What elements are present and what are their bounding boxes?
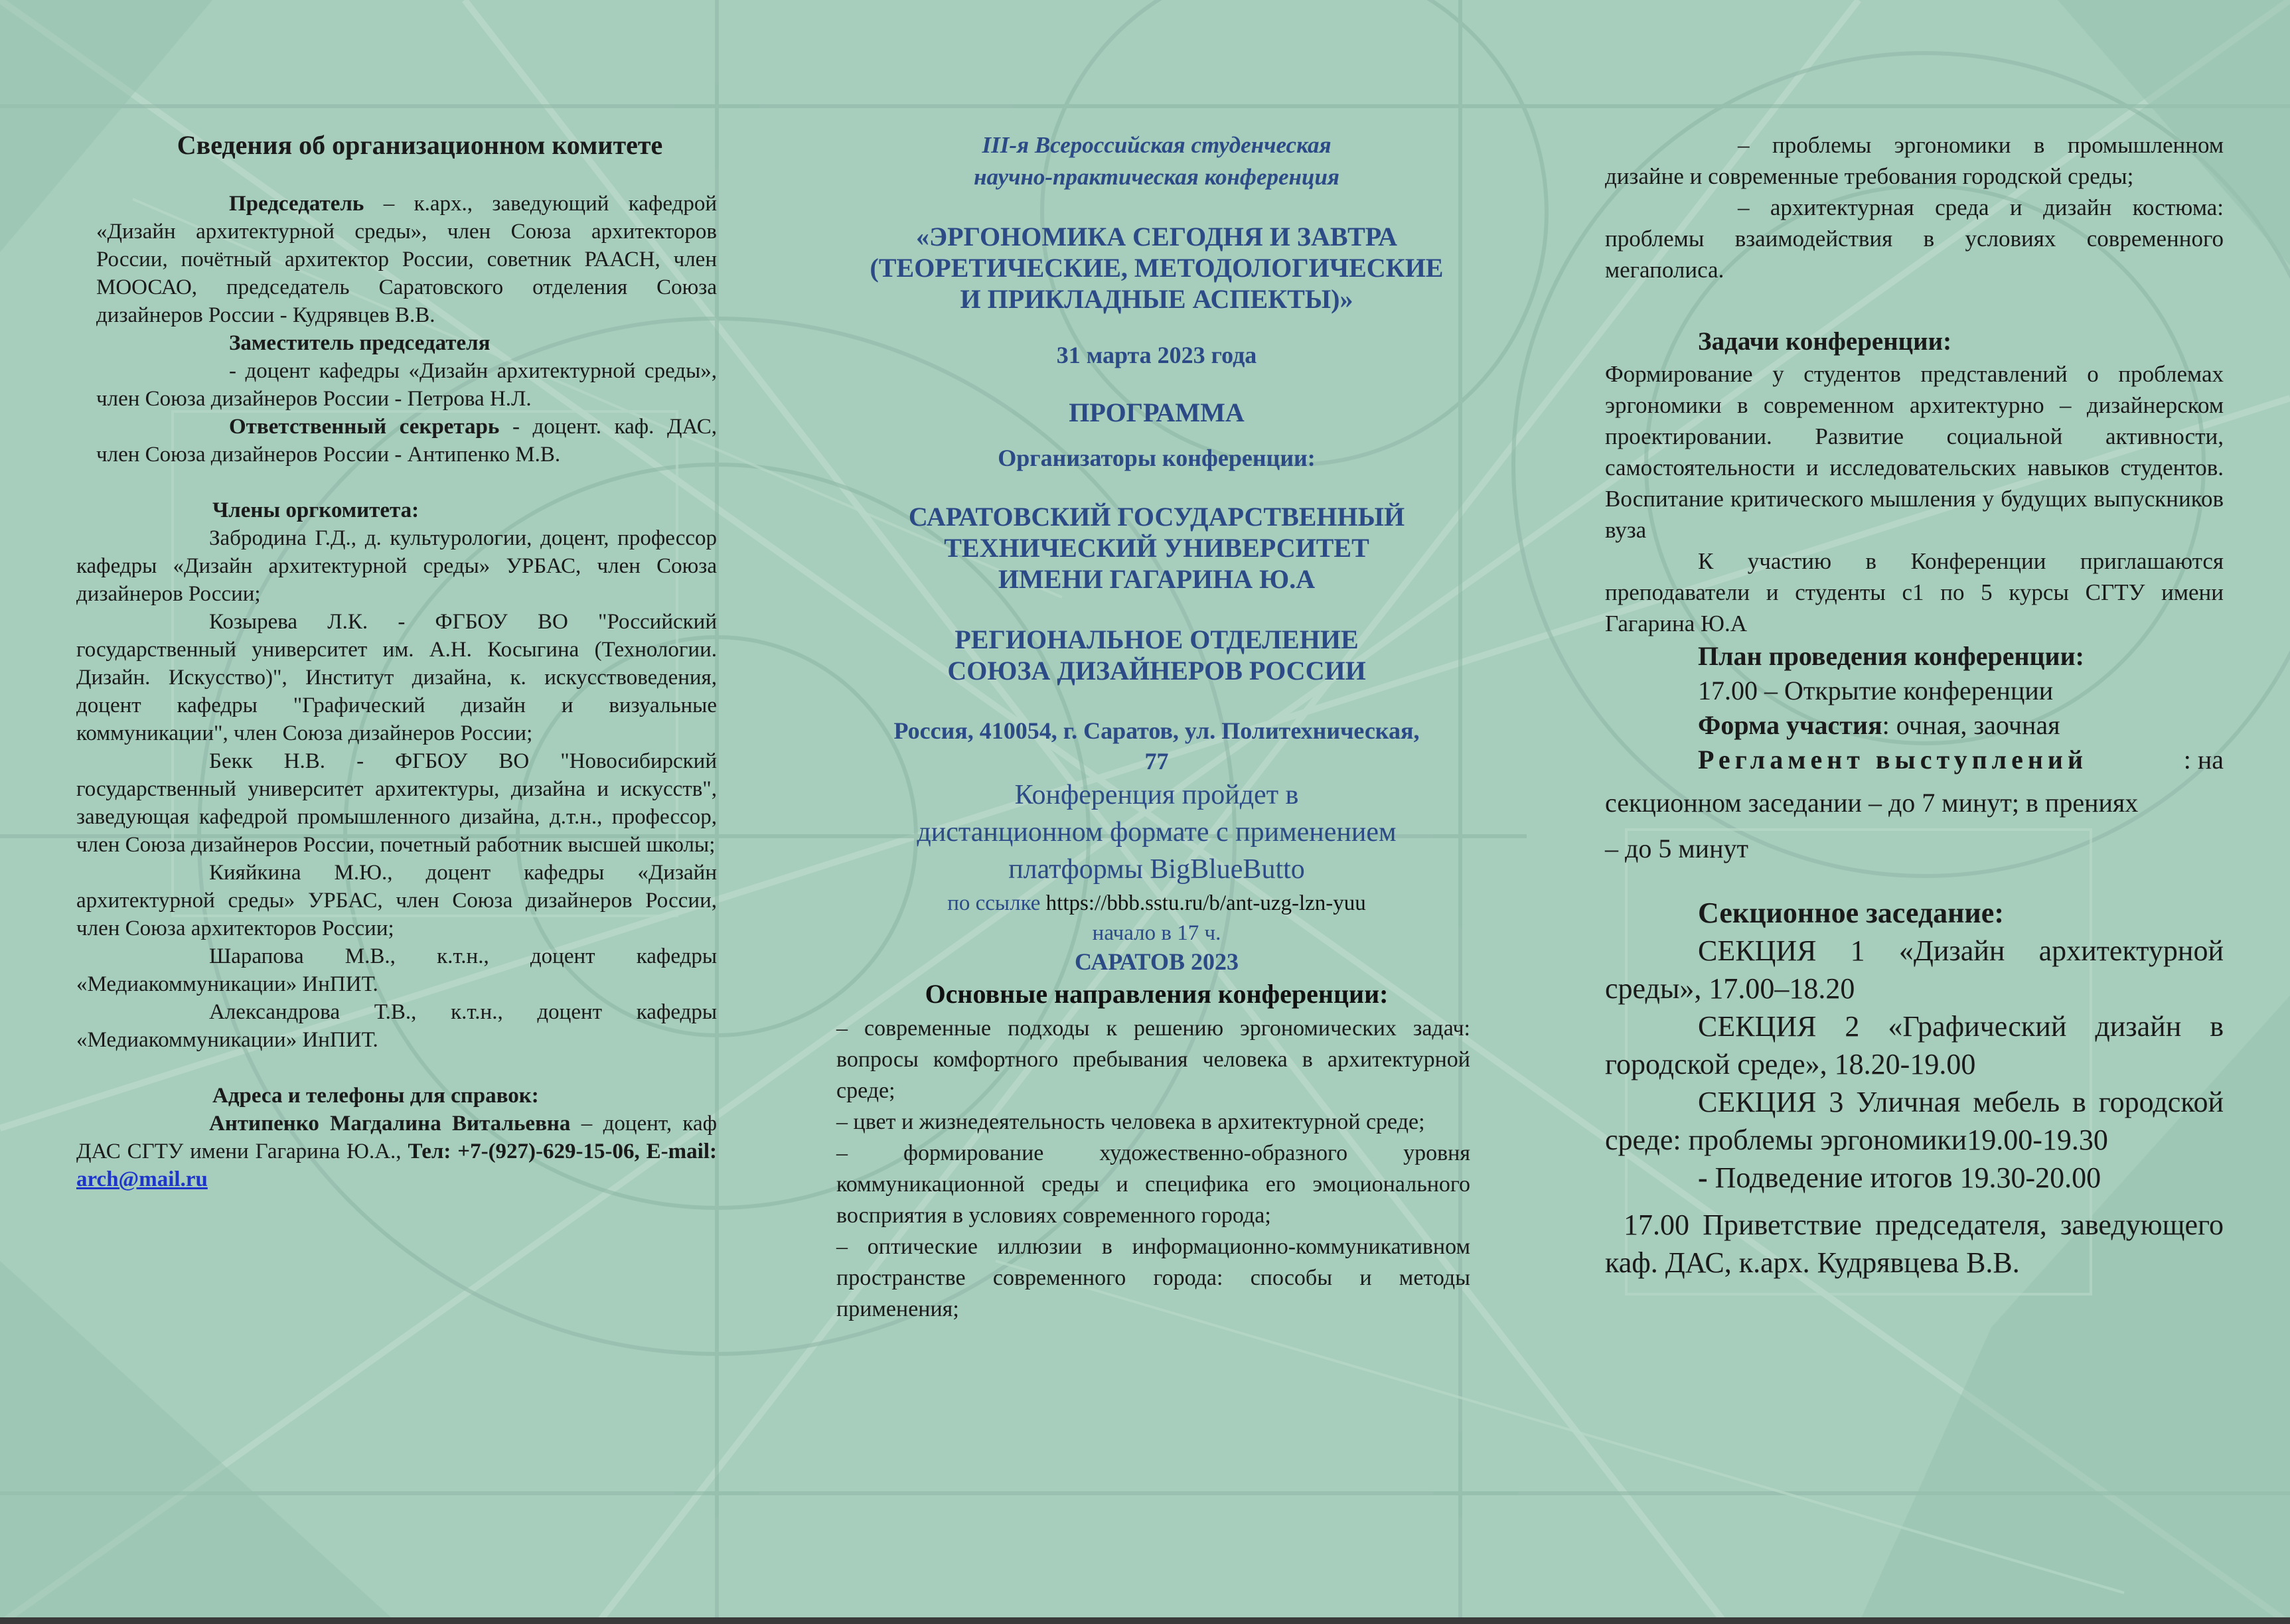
organizing-committee-column bbox=[76, 129, 718, 1193]
member-item: Кияйкина М.Ю., доцент кафедры «Дизайн архитектурной среды» УРБАС, член Союза дизайнеров России, член Союза архитекторов России; bbox=[76, 861, 717, 940]
form-label: Форма участия bbox=[1698, 710, 1882, 740]
address-line2: 77 bbox=[1144, 748, 1169, 775]
start-time: начало в 17 ч. bbox=[1092, 921, 1221, 945]
meeting-link[interactable]: https://bbb.sstu.ru/b/ant-uzg-lzn-yuu bbox=[1045, 891, 1366, 915]
member-item: Шарапова М.В., к.т.н., доцент кафедры «Медиакоммуникации» ИнПИТ. bbox=[76, 944, 717, 996]
participation-form bbox=[1605, 708, 2224, 743]
secretary-paragraph bbox=[96, 413, 717, 469]
directions-heading: Основные направления конференции: bbox=[925, 979, 1389, 1009]
form-value: : очная, заочная bbox=[1882, 710, 2060, 740]
summary-text: Подведение итогов 19.30-20.00 bbox=[1715, 1161, 2101, 1194]
chair-label: Председатель bbox=[229, 192, 364, 216]
conference-title-line2: (ТЕОРЕТИЧЕСКИЕ, МЕТОДОЛОГИЧЕСКИЕ bbox=[870, 253, 1444, 283]
chair-text: – к.арх., заведующий кафедрой «Дизайн архитектурной среды», член Союза архитекторов России, почётный архитектор России, советник РААСН, член МООСАО, председатель Саратовского отделения Союза дизайнеров России - Кудрявцев В.В. bbox=[96, 192, 717, 327]
online-line2: дистанционном формате с применением bbox=[917, 817, 1397, 848]
conference-subtitle-line2: научно-практическая конференция bbox=[974, 164, 1339, 190]
conference-date: 31 марта 2023 года bbox=[1056, 342, 1257, 368]
member-item: Козырева Л.К. - ФГБОУ ВО "Российский государственный университет им. А.Н. Косыгина (Технологии. Дизайн. Искусство)", Институт дизайна, к. искусствоведения, доцент кафедры "Графический дизайн и визуальные коммуникации", член Союза дизайнеров России; bbox=[76, 610, 717, 745]
contacts-text: – доцент, каф ДАС СГТУ имени Гагарина Ю.А., bbox=[76, 1112, 717, 1163]
regulations-label: Регламент выступлений bbox=[1698, 745, 2088, 775]
contacts-name: Антипенко Магдалина Витальевна bbox=[209, 1112, 571, 1136]
tasks-column bbox=[1605, 129, 2224, 1282]
tasks-text: Формирование у студентов представлений о проблемах эргономики в современном архитектурно – дизайнерском проектировании. Развитие социальной активности, самостоятельности и исследовательских навыков студентов. Воспитание критического мышления у будущих выпускников вуза bbox=[1605, 361, 2224, 543]
session-heading: Секционное заседание: bbox=[1698, 897, 2004, 929]
online-line3: платформы BigBlueButto bbox=[1008, 854, 1305, 885]
direction-item: – цвет и жизнедеятельность человека в архитектурной среде; bbox=[836, 1110, 1425, 1134]
org1-line3: ИМЕНИ ГАГАРИНА Ю.А bbox=[998, 564, 1316, 594]
member-item: Александрова Т.В., к.т.н., доцент кафедры «Медиакоммуникации» ИнПИТ. bbox=[76, 1000, 717, 1052]
conference-title-line1: «ЭРГОНОМИКА СЕГОДНЯ И ЗАВТРА bbox=[916, 222, 1397, 252]
plan-opening: 17.00 – Открытие конференции bbox=[1698, 676, 2054, 705]
plan-heading: План проведения конференции: bbox=[1698, 641, 2084, 671]
org1-line2: ТЕХНИЧЕСКИЙ УНИВЕРСИТЕТ bbox=[944, 533, 1369, 563]
direction-item: – архитектурная среда и дизайн костюма: проблемы взаимодействия в условиях современного мегаполиса. bbox=[1605, 194, 2224, 283]
committee-heading: Сведения об организационном комитете bbox=[177, 130, 663, 160]
contacts-phone: Тел: +7-(927)-629-15-06, E-mail: bbox=[408, 1140, 717, 1163]
program-column bbox=[836, 129, 1470, 1325]
city-year: САРАТОВ 2023 bbox=[1075, 948, 1239, 975]
direction-item: – оптические иллюзии в информационно-коммуникативном пространстве современного города: способы и методы применения; bbox=[836, 1234, 1470, 1321]
section-item: СЕКЦИЯ 3 Уличная мебель в городской среде: проблемы эргономики19.00-19.30 bbox=[1605, 1086, 2224, 1156]
summary-dash: - bbox=[1698, 1161, 1715, 1194]
org1-line1: САРАТОВСКИЙ ГОСУДАРСТВЕННЫЙ bbox=[908, 502, 1405, 532]
direction-item: – проблемы эргономики в промышленном дизайне и современные требования городской среды; bbox=[1605, 132, 2224, 189]
deputy-label: Заместитель председателя bbox=[229, 331, 491, 355]
greeting-text: 17.00 Приветствие председателя, заведующего каф. ДАС, к.арх. Кудрявцева В.В. bbox=[1605, 1209, 2224, 1279]
address-line1: Россия, 410054, г. Саратов, ул. Политехническая, bbox=[893, 717, 1420, 744]
deputy-text: - доцент кафедры «Дизайн архитектурной среды», член Союза дизайнеров России - Петрова Н.Л. bbox=[96, 359, 717, 411]
link-prefix: по ссылке bbox=[947, 891, 1046, 915]
direction-item: – современные подходы к решению эргономических задач: вопросы комфортного пребывания человека в архитектурной среде; bbox=[836, 1016, 1470, 1103]
organizers-label: Организаторы конференции: bbox=[998, 445, 1316, 471]
regulations-value: : на bbox=[2183, 745, 2224, 775]
secretary-text: - доцент. каф. ДАС, член Союза дизайнеров России - Антипенко М.В. bbox=[96, 415, 718, 467]
regulations-line3: – до 5 минут bbox=[1605, 834, 1748, 863]
direction-item: – формирование художественно-образного уровня коммуникационной среды и специфика его эмоционального восприятия в условиях современного города; bbox=[836, 1141, 1470, 1228]
org2-line2: СОЮЗА ДИЗАЙНЕРОВ РОССИИ bbox=[947, 656, 1366, 686]
secretary-label: Ответственный секретарь bbox=[229, 415, 500, 439]
section-item: СЕКЦИЯ 2 «Графический дизайн в городской среде», 18.20-19.00 bbox=[1605, 1010, 2224, 1080]
contacts-heading: Адреса и телефоны для справок: bbox=[212, 1084, 539, 1108]
meeting-link-line bbox=[843, 888, 1470, 919]
member-item: Бекк Н.В. - ФГБОУ ВО "Новосибирский государственный университет архитектуры, дизайна и искусств", заведующая кафедрой промышленного дизайна, д.т.н., профессор, член Союза дизайнеров России, почетный работник высшей школы; bbox=[76, 749, 717, 857]
conference-title-line3: И ПРИКЛАДНЫЕ АСПЕКТЫ)» bbox=[960, 284, 1353, 314]
regulations-line bbox=[1605, 743, 2224, 777]
chair-paragraph bbox=[96, 190, 717, 329]
program-heading: ПРОГРАММА bbox=[1069, 398, 1245, 427]
tasks-heading: Задачи конференции: bbox=[1698, 327, 1952, 356]
contacts-paragraph bbox=[76, 1110, 717, 1193]
conference-subtitle-line1: III-я Всероссийская студенческая bbox=[982, 132, 1332, 158]
email-link[interactable]: arch@mail.ru bbox=[76, 1167, 208, 1191]
section-item: СЕКЦИЯ 1 «Дизайн архитектурной среды», 17.00–18.20 bbox=[1605, 934, 2224, 1005]
members-heading: Члены оргкомитета: bbox=[212, 498, 420, 522]
online-line1: Конференция пройдет в bbox=[1014, 780, 1299, 810]
regulations-line2: секционном заседании – до 7 минут; в прениях bbox=[1605, 788, 2139, 818]
member-item: Забродина Г.Д., д. культурологии, доцент, профессор кафедры «Дизайн архитектурной среды» УРБАС, член Союза дизайнеров России; bbox=[76, 526, 717, 606]
summary-line bbox=[1605, 1159, 2224, 1197]
org2-line1: РЕГИОНАЛЬНОЕ ОТДЕЛЕНИЕ bbox=[954, 625, 1359, 654]
invite-text: К участию в Конференции приглашаются преподаватели и студенты с1 по 5 курсы СГТУ имени Гагарина Ю.А bbox=[1605, 548, 2224, 636]
